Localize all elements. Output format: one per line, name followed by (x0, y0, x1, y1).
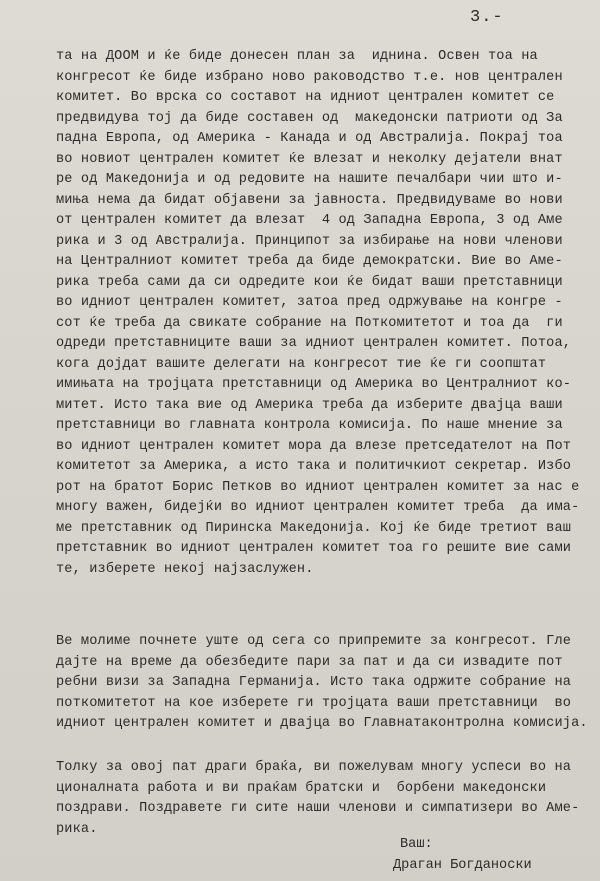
text-line: одреди претставниците ваши за идниот централен комитет. Потоа, (56, 336, 572, 351)
text-line: те, изберете некој најзаслужен. (56, 561, 314, 577)
text-line: ре од Македонија и од редовите на нашите печалбари чии што и- (56, 172, 563, 187)
text-line: митет. Исто така вие од Америка треба да изберите двајца ваши (56, 397, 563, 413)
text-line: на Централниот комитет треба да биде демократски. Вие во Аме- (56, 254, 563, 269)
text-line: рика треба сами да си одредите кои ќе бидат ваши претставници (56, 274, 563, 290)
signatory-name: Драган Богданоски (393, 858, 532, 873)
page-number: 3.- (470, 8, 504, 27)
text-line: та на ДООМ и ќе биде донесен план за иднина. Освен тоа на (56, 49, 538, 64)
text-line: поздрави. Поздравете ги сите наши членови и симпатизери во Аме- (56, 801, 580, 816)
text-line: поткомитетот на кое изберете ги тројцата ваши претставници во (56, 695, 572, 711)
text-line: дајте на време да обезбедите пари за пат и да си извадите пот (56, 654, 563, 670)
text-line: имињата на тројцата претставници од Америка во Централниот ко- (56, 377, 572, 392)
text-line: падна Европа, од Америка - Канада и од Австралија. Покрај тоа (56, 131, 563, 146)
text-line: во новиот централен комитет ќе влезат и неколку дејатели внат (56, 151, 563, 167)
letter-paragraph-3 (56, 758, 579, 840)
text-line: рика. (56, 821, 98, 837)
text-line: сот ќе треба да свикате собрание на Поткомитетот и тоа да ги (56, 315, 563, 331)
text-line: кога дојдат вашите делегати на конгресот тие ќе ги соопштат (56, 356, 547, 372)
text-line: конгресот ќе биде избрано ново раководство т.е. нов централен (56, 69, 563, 85)
text-line: комитетот за Америка, а исто така и политичкиот секретар. Избо (56, 459, 572, 474)
text-line: рика и 3 од Австралија. Принципот за избирање на нови членови (56, 233, 563, 249)
text-line: комитет. Во врска со составот на идниот централен комитет се (56, 90, 555, 105)
letter-paragraph-1 (56, 47, 579, 580)
text-line: во идниот централен комитет мора да влезе претседателот на Пот (56, 438, 572, 454)
text-line: Толку за овој пат драги браќа, ви пожелувам многу успеси во на (56, 760, 572, 775)
text-line: от централен комитет да влезат 4 од Западна Европа, 3 од Аме (56, 213, 563, 228)
text-line: во идниот централен комитет, затоа пред одржување на конгре - (56, 295, 563, 310)
text-line: многу важен, бидејќи во идниот централен комитет треба да има- (56, 500, 580, 515)
text-line: Ве молиме почнете уште од сега со припремите за конгресот. Гле (56, 634, 572, 649)
closing-salutation: Ваш: (400, 837, 433, 852)
text-line: идниот централен комитет и двајца во Главнатаконтролна комисија. (56, 716, 588, 731)
text-line: рот на братот Борис Петков во идниот централен комитет за нас е (56, 479, 580, 495)
text-line: предвидува тој да биде составен од македонски патриоти од За (56, 110, 563, 126)
text-line: ребни визи за Западна Германија. Исто така одржите собрание на (56, 675, 572, 690)
text-line: миња нема да бидат објавени за јавноста. Предвидуваме во нови (56, 192, 563, 208)
text-line: ме претставник од Пиринска Македонија. Кој ќе биде третиот ваш (56, 520, 572, 536)
text-line: претставник во идниот централен комитет тоа го решите вие сами (56, 541, 572, 556)
text-line: ционалната работа и ви праќам братски и борбени македонски (56, 780, 547, 796)
text-line: претставници во главната контрола комисија. По наше мнение за (56, 418, 563, 433)
letter-paragraph-2 (56, 632, 588, 735)
